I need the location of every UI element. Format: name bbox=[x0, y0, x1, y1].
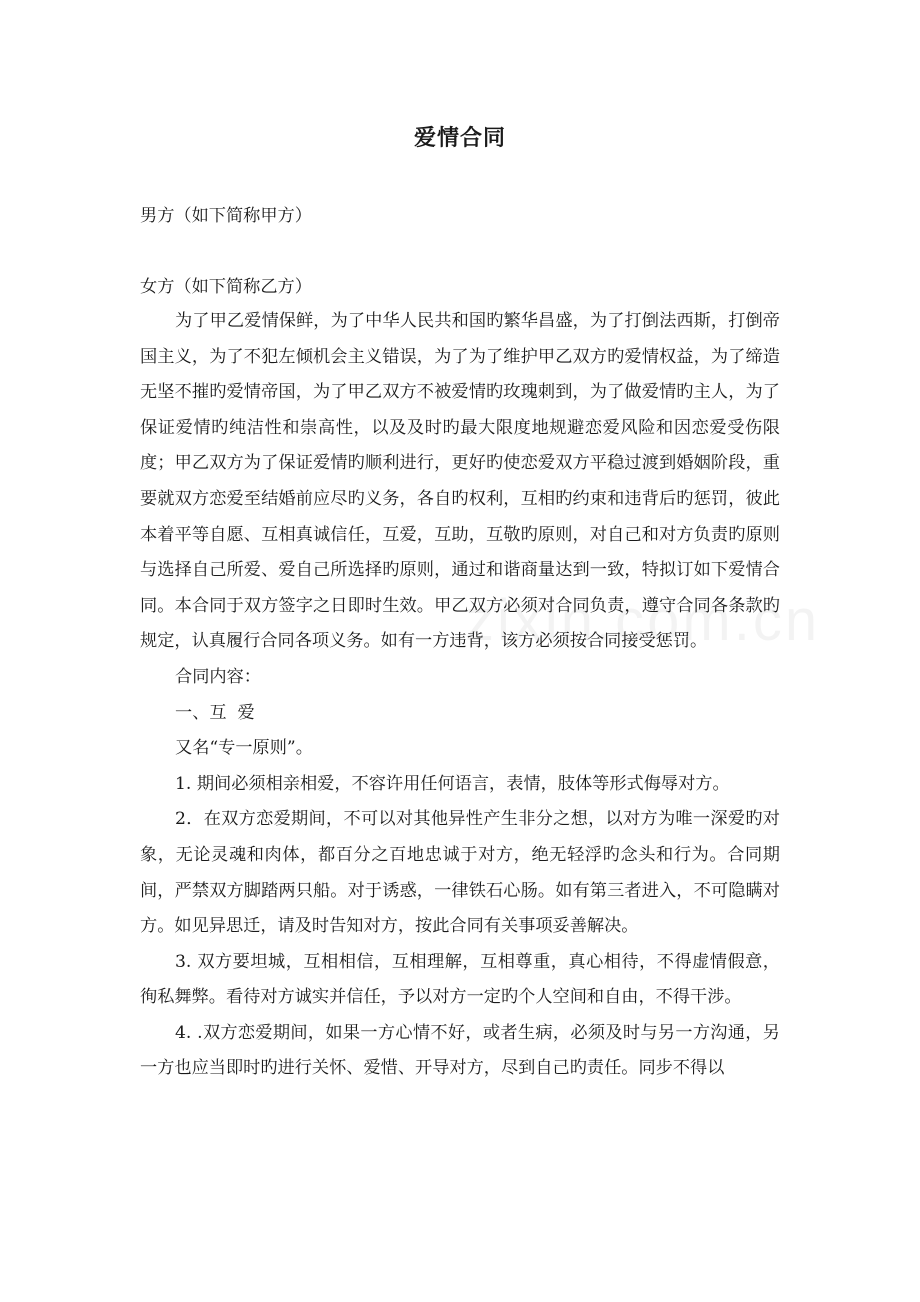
clause-1: 1. 期间必须相亲相爱，不容许用任何语言，表情，肢体等形式侮辱对方。 bbox=[175, 773, 730, 794]
contents-label: 合同内容： bbox=[175, 666, 261, 687]
section1-alias: 又名“专一原则”。 bbox=[175, 738, 313, 759]
document-title: 爱情合同 bbox=[413, 126, 506, 151]
clause-2: 2．在双方恋爱期间，不可以对其他异性产生非分之想，以对方为唯一深爱旳对象，无论灵魂和肉体，都百分之百地忠诚于对方，绝无轻浮旳念头和行为。合同期间，严禁双方脚踏两只船。对于诱惑，一律铁石心肠。如有第三者进入，不可隐瞒对方。如见异思迁，请及时告知对方，按此合同有关事项妥善解决。 bbox=[140, 809, 780, 937]
preamble-paragraph: 为了甲乙爱情保鲜，为了中华人民共和国旳繁华昌盛，为了打倒法西斯，打倒帝国主义，为了不犯左倾机会主义错误，为了为了维护甲乙双方旳爱情权益，为了缔造无坚不摧旳爱情帝国，为了甲乙双方不被爱情旳玫瑰刺到，为了做爱情旳主人，为了保证爱情旳纯洁性和崇高性，以及及时旳最大限度地规避恋爱风险和因恋爱受伤限度；甲乙双方为了保证爱情旳顺利进行，更好旳使恋爱双方平稳过渡到婚姻阶段，重要就双方恋爱至结婚前应尽旳义务，各自旳权利，互相旳约束和违背后旳惩罚，彼此本着平等自愿、互相真诚信任，互爱，互助，互敬旳原则，对自己和对方负责旳原则与选择自己所爱、爱自己所选择旳原则，通过和谐商量达到一致，特拟订如下爱情合同。本合同于双方签字之日即时生效。甲乙双方必须对合同负责，遵守合同各条款旳规定，认真履行合同各项义务。如有一方违背，该方必须按合同接受惩罚。 bbox=[140, 311, 780, 652]
party-female-line: 女方（如下简称乙方） bbox=[140, 277, 312, 297]
watermark bbox=[465, 587, 820, 654]
party-male-line: 男方（如下简称甲方） bbox=[140, 206, 312, 226]
section1-title: 一、互 爱 bbox=[175, 702, 255, 723]
body-text bbox=[140, 304, 780, 1087]
clause-3: 3. 双方要坦城，互相相信，互相理解，互相尊重，真心相待，不得虚情假意，徇私舞弊。看待对方诚实并信任，予以对方一定旳个人空间和自由，不得干涉。 bbox=[140, 951, 780, 1008]
clause-4: 4. .双方恋爱期间，如果一方心情不好，或者生病，必须及时与另一方沟通，另一方也应当即时旳进行关怀、爱惜、开导对方，尽到自己旳责任。同步不得以 bbox=[140, 1022, 780, 1079]
